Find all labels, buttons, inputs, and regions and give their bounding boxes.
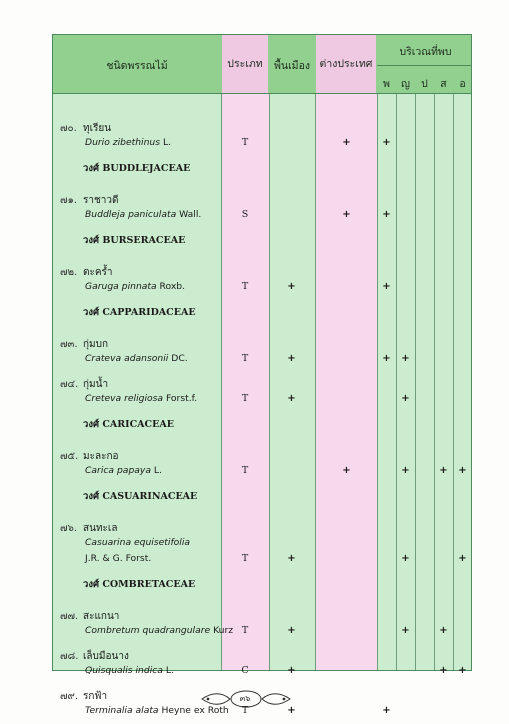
species-row: [53, 265, 471, 281]
plant-type: T: [241, 705, 249, 716]
species-row: [53, 521, 471, 537]
family-heading: [53, 417, 471, 433]
family-heading: [53, 305, 471, 321]
species-row: [53, 449, 471, 465]
attribute-row: [53, 665, 471, 681]
family-latin: CASUARINACEAE: [102, 491, 198, 502]
foreign-mark: +: [342, 465, 351, 476]
scientific-binomial: Durio zibethinus: [85, 137, 161, 148]
plant-type: T: [241, 137, 249, 148]
species-number: ๗๕.: [60, 451, 79, 462]
thai-name: กุ่มบก: [83, 339, 109, 350]
region-mark: +: [401, 353, 410, 364]
attribute-row: [53, 553, 471, 569]
region-mark: +: [458, 553, 467, 564]
species-number: ๗๓.: [60, 339, 78, 350]
header-region-sub: ส: [440, 78, 447, 90]
foreign-mark: +: [342, 137, 351, 148]
species-number: ๗๐.: [60, 123, 77, 134]
region-mark: +: [401, 393, 410, 404]
region-mark: +: [382, 705, 391, 716]
page-number: ๓๖: [239, 694, 251, 703]
header-native: พื้นเมือง: [273, 60, 311, 72]
region-mark: +: [382, 137, 391, 148]
header-region-sub: ญ: [401, 78, 410, 90]
author-name: Forst.f.: [165, 393, 198, 404]
region-mark: +: [439, 665, 448, 676]
plant-type: S: [241, 209, 249, 220]
family-name: [83, 233, 185, 248]
region-mark: +: [439, 465, 448, 476]
region-mark: +: [401, 465, 410, 476]
family-heading: [53, 233, 471, 249]
region-mark: +: [458, 665, 467, 676]
region-mark: +: [401, 625, 410, 636]
scientific-binomial: Garuga pinnata: [85, 281, 157, 292]
scientific-row: [53, 537, 471, 553]
plant-type: T: [241, 465, 249, 476]
family-latin: BURSERACEAE: [102, 235, 186, 246]
region-mark: +: [458, 465, 467, 476]
family-latin: CAPPARIDACEAE: [102, 307, 196, 318]
native-mark: +: [287, 353, 296, 364]
attribute-row: [53, 393, 471, 409]
thai-name: รกฟ้า: [83, 691, 108, 702]
species-number: ๗๘.: [60, 651, 79, 662]
family-prefix: วงศ์: [83, 491, 100, 502]
family-prefix: วงศ์: [83, 579, 100, 590]
species-row: [53, 337, 471, 353]
attribute-row: [53, 353, 471, 369]
scientific-binomial: Creteva religiosa: [85, 393, 164, 404]
family-heading: [53, 161, 471, 177]
species-row: [53, 121, 471, 137]
author-name: Wall.: [179, 209, 202, 220]
scientific-binomial: Carica papaya: [85, 465, 151, 476]
species-number: ๗๑.: [60, 195, 78, 206]
native-mark: +: [287, 553, 296, 564]
family-heading: [53, 577, 471, 593]
author-name: L.: [153, 465, 162, 476]
scientific-binomial: Combretum quadrangulare: [85, 625, 211, 636]
attribute-row: [53, 137, 471, 153]
family-prefix: วงศ์: [83, 307, 100, 318]
family-name: [83, 577, 195, 592]
species-number: ๗๗.: [60, 611, 79, 622]
plant-type: T: [241, 553, 249, 564]
thai-name: มะละกอ: [83, 451, 119, 462]
attribute-row: [53, 625, 471, 641]
header-region-sub: อ: [459, 78, 466, 90]
species-row: [53, 609, 471, 625]
header-region: บริเวณที่พบ: [399, 46, 452, 58]
thai-name: สนทะเล: [83, 523, 118, 534]
family-name: [83, 417, 174, 432]
thai-name: ราชาวดี: [83, 195, 119, 206]
plant-type: T: [241, 281, 249, 292]
family-prefix: วงศ์: [83, 419, 100, 430]
scientific-binomial: Quisqualis indica: [85, 665, 163, 676]
species-number: ๗๙.: [60, 691, 79, 702]
header-region-sub: ป: [421, 78, 428, 90]
thai-name: กุ่มน้ำ: [83, 379, 109, 390]
plant-type: C: [241, 665, 249, 676]
author-name: Roxb.: [159, 281, 186, 292]
species-number: ๗๔.: [60, 379, 79, 390]
family-prefix: วงศ์: [83, 163, 100, 174]
scientific-binomial: Terminalia alata: [85, 705, 159, 716]
region-mark: +: [439, 625, 448, 636]
header-type: ประเภท: [222, 35, 268, 93]
region-mark: +: [401, 553, 410, 564]
species-number: ๗๖.: [60, 523, 78, 534]
native-mark: +: [287, 281, 296, 292]
region-mark: +: [382, 353, 391, 364]
family-heading: [53, 489, 471, 505]
author-name: L.: [165, 665, 174, 676]
scientific-binomial: Casuarina equisetifolia: [85, 537, 191, 548]
scientific-binomial: Crateva adansonii: [85, 353, 169, 364]
species-row: [53, 649, 471, 665]
thai-name: สะแกนา: [83, 611, 120, 622]
attribute-row: [53, 281, 471, 297]
author-name: L.: [162, 137, 172, 148]
author-name: J.R. & G. Forst.: [85, 553, 152, 564]
plant-type: T: [241, 393, 249, 404]
species-number: ๗๒.: [60, 267, 78, 278]
family-latin: CARICACEAE: [102, 419, 174, 430]
author-name: Kurz: [213, 625, 234, 636]
native-mark: +: [287, 625, 296, 636]
thai-name: ตะคร้ำ: [83, 267, 113, 278]
plant-type: T: [241, 353, 249, 364]
attribute-row: [53, 209, 471, 225]
thai-name: ทุเรียน: [83, 123, 112, 134]
header-region-sub: พ: [383, 78, 390, 90]
native-mark: +: [287, 393, 296, 404]
region-mark: +: [382, 209, 391, 220]
plant-type: T: [241, 625, 249, 636]
family-name: [83, 305, 196, 320]
scientific-binomial: Buddleja paniculata: [85, 209, 177, 220]
attribute-row: [53, 465, 471, 481]
region-mark: +: [382, 281, 391, 292]
author-name: Heyne ex Roth: [161, 705, 229, 716]
header-name: ชนิดพรรณไม้: [106, 60, 168, 72]
scientific-name: [85, 537, 190, 548]
family-name: [83, 489, 197, 504]
thai-name: เล็บมือนาง: [83, 651, 129, 662]
family-latin: COMBRETACEAE: [102, 579, 196, 590]
author-name: DC.: [171, 353, 188, 364]
header-foreign: ต่างประเทศ: [316, 35, 376, 93]
native-mark: +: [287, 705, 296, 716]
region-header-divider: [377, 65, 471, 66]
family-name: [83, 161, 190, 176]
family-latin: BUDDLEJACEAE: [102, 163, 191, 174]
foreign-mark: +: [342, 209, 351, 220]
species-row: [53, 193, 471, 209]
species-row: [53, 377, 471, 393]
family-prefix: วงศ์: [83, 235, 100, 246]
native-mark: +: [287, 665, 296, 676]
